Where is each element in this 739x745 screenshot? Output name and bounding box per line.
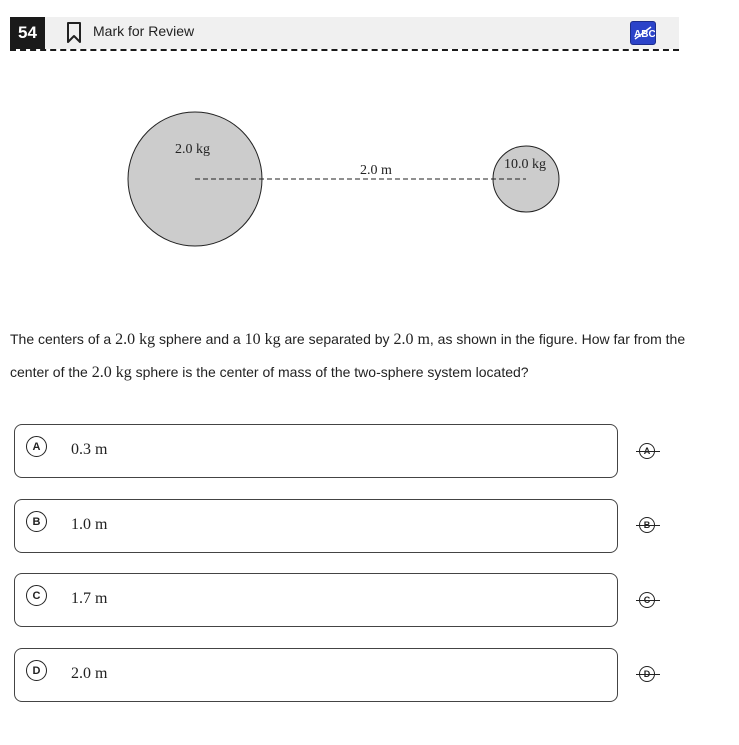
- choice-letter: A: [26, 436, 47, 457]
- choice-text: 2.0 m: [71, 665, 108, 682]
- strikethrough-letter-icon: C: [639, 592, 655, 608]
- answer-choice-a[interactable]: [14, 424, 618, 478]
- strikethrough-letter-icon: B: [639, 517, 655, 533]
- answer-choice-c[interactable]: [14, 573, 618, 627]
- choice-letter: D: [26, 660, 47, 681]
- strike-line: [636, 451, 660, 452]
- strikethrough-letter-icon: A: [639, 443, 655, 459]
- large-sphere-mass-label: 2.0 kg: [175, 142, 210, 157]
- strike-line: [636, 525, 660, 526]
- question-text-part: sphere and a: [155, 331, 245, 347]
- mark-for-review-label[interactable]: Mark for Review: [93, 23, 195, 39]
- question-text-part: , as shown in the figure. How far from the center of the: [10, 331, 686, 380]
- question-text-part: The centers of a: [10, 331, 116, 347]
- two-sphere-figure: [0, 90, 739, 270]
- choice-text: 0.3 m: [71, 441, 108, 458]
- eliminate-choice-c-button[interactable]: [636, 589, 660, 613]
- question-math: 2.0 kg: [91, 364, 132, 381]
- choice-letter: B: [26, 511, 47, 532]
- answer-choice-d[interactable]: [14, 648, 618, 702]
- strikethrough-letter-icon: D: [639, 666, 655, 682]
- eliminate-choice-a-button[interactable]: [636, 440, 660, 464]
- svg-text:ABC: ABC: [634, 29, 655, 40]
- distance-label: 2.0 m: [360, 163, 392, 178]
- header-divider: [10, 49, 679, 51]
- question-number: 54: [10, 17, 45, 49]
- question-math: 2.0 m: [393, 331, 430, 348]
- bookmark-icon[interactable]: [66, 22, 82, 44]
- question-math: 2.0 kg: [115, 331, 156, 348]
- eliminate-choice-b-button[interactable]: [636, 514, 660, 538]
- question-text-part: sphere is the center of mass of the two-sphere system located?: [131, 364, 529, 380]
- answer-choice-b[interactable]: [14, 499, 618, 553]
- abc-eliminator-icon: [631, 22, 655, 44]
- small-sphere-mass-label: 10.0 kg: [504, 157, 546, 172]
- question-math: 10 kg: [244, 331, 281, 348]
- abc-eliminator-button[interactable]: [630, 21, 656, 45]
- strike-line: [636, 674, 660, 675]
- question-text: [10, 323, 690, 389]
- choice-text: 1.7 m: [71, 590, 108, 607]
- eliminate-choice-d-button[interactable]: [636, 663, 660, 687]
- choice-letter: C: [26, 585, 47, 606]
- strike-line: [636, 600, 660, 601]
- choice-text: 1.0 m: [71, 516, 108, 533]
- question-text-part: are separated by: [280, 331, 394, 347]
- question-header: [10, 17, 679, 49]
